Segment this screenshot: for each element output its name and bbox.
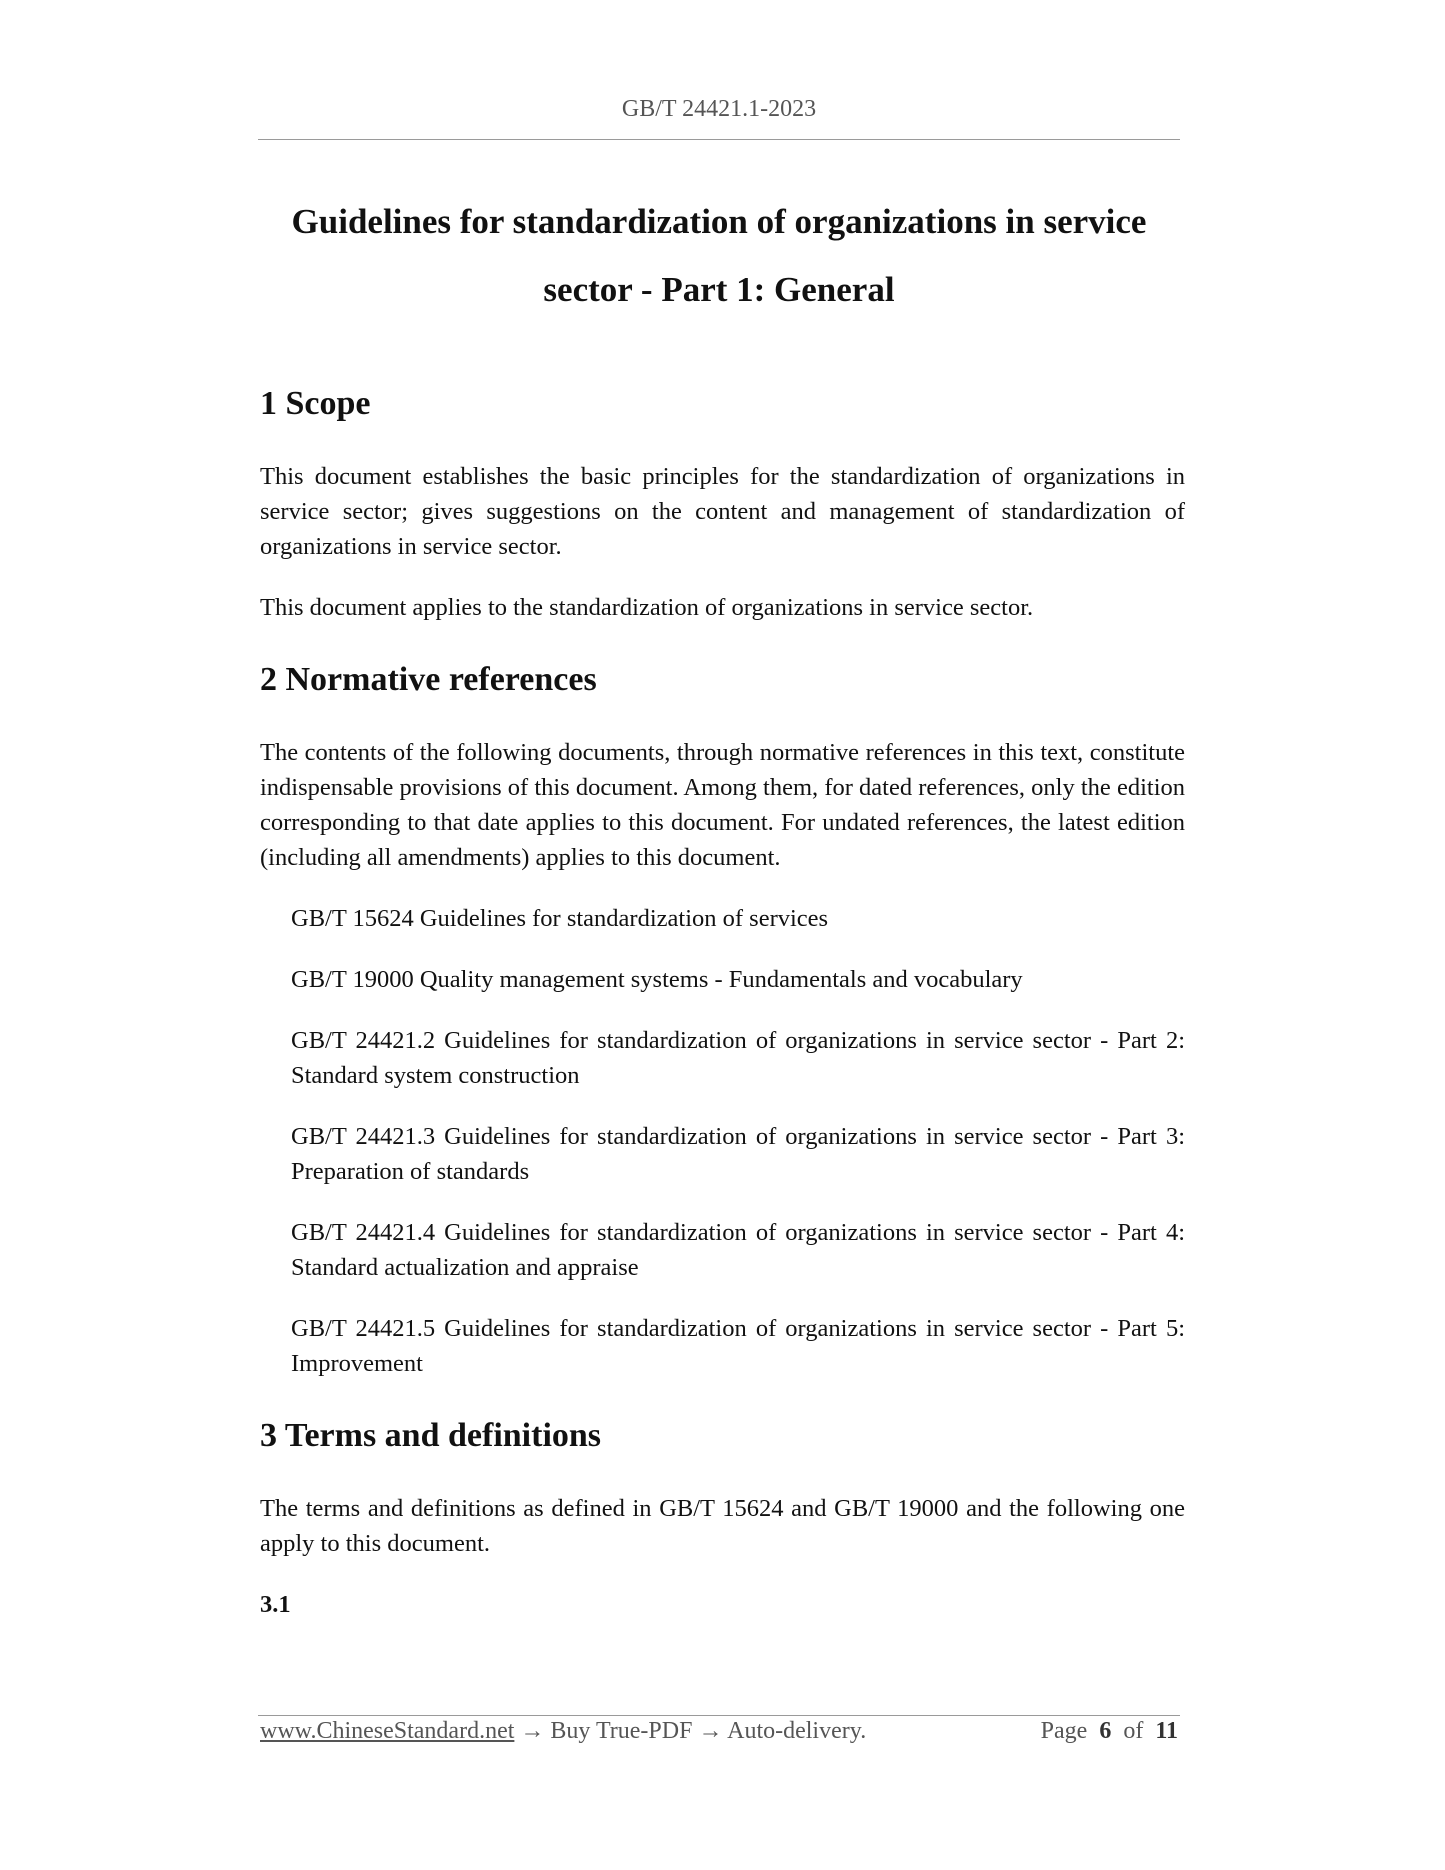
document-title: [258, 188, 1180, 324]
scope-paragraph-1: This document establishes the basic principles for the standardization of organizations in service sector; gives suggestions on the content and management of standardization of organizations in service sector.: [260, 463, 1185, 560]
footer-promo: [260, 1718, 866, 1745]
scope-paragraph-2: This document applies to the standardization of organizations in service sector.: [260, 594, 1034, 621]
reference-item: GB/T 19000 Quality management systems - Fundamentals and vocabulary: [291, 966, 1023, 993]
running-header: GB/T 24421.1-2023: [621, 96, 817, 122]
section-heading-terms-definitions: 3 Terms and definitions: [260, 1417, 602, 1454]
total-pages: 11: [1155, 1718, 1178, 1744]
reference-item: GB/T 24421.4 Guidelines for standardization of organizations in service sector - Part 4: Standard actualization and appraise: [291, 1219, 1185, 1281]
title-line-2: sector - Part 1: General: [543, 270, 895, 309]
footer-divider: [258, 1715, 1180, 1716]
footer-promo-text: → Buy True-PDF → Auto-delivery.: [514, 1718, 867, 1744]
site-link[interactable]: www.ChineseStandard.net: [260, 1718, 515, 1744]
section-heading-normative-references: 2 Normative references: [260, 661, 597, 698]
reference-item: GB/T 24421.2 Guidelines for standardization of organizations in service sector - Part 2: Standard system construction: [291, 1027, 1185, 1089]
document-body: [260, 380, 1185, 1622]
normative-references-intro: The contents of the following documents, through normative references in this text, constitute indispensable provisions of this document. Among them, for dated references, only the edition corresponding to that date applies to this document. For undated references, the latest edition (including all amendments) applies to this document.: [260, 739, 1185, 871]
section-heading-scope: 1 Scope: [260, 385, 371, 422]
current-page: 6: [1099, 1718, 1112, 1744]
title-line-1: Guidelines for standardization of organizations in service: [291, 202, 1147, 241]
terms-definitions-intro: The terms and definitions as defined in GB/T 15624 and GB/T 19000 and the following one apply to this document.: [260, 1495, 1185, 1557]
reference-item: GB/T 24421.3 Guidelines for standardization of organizations in service sector - Part 3: Preparation of standards: [291, 1123, 1185, 1185]
page-footer: [260, 1718, 1178, 1745]
clause-number: 3.1: [260, 1591, 291, 1618]
page-number: Page 6 of 11: [1040, 1718, 1178, 1744]
reference-item: GB/T 24421.5 Guidelines for standardization of organizations in service sector - Part 5: Improvement: [291, 1315, 1185, 1377]
reference-item: GB/T 15624 Guidelines for standardization of services: [291, 905, 829, 932]
header-divider: [258, 139, 1180, 140]
